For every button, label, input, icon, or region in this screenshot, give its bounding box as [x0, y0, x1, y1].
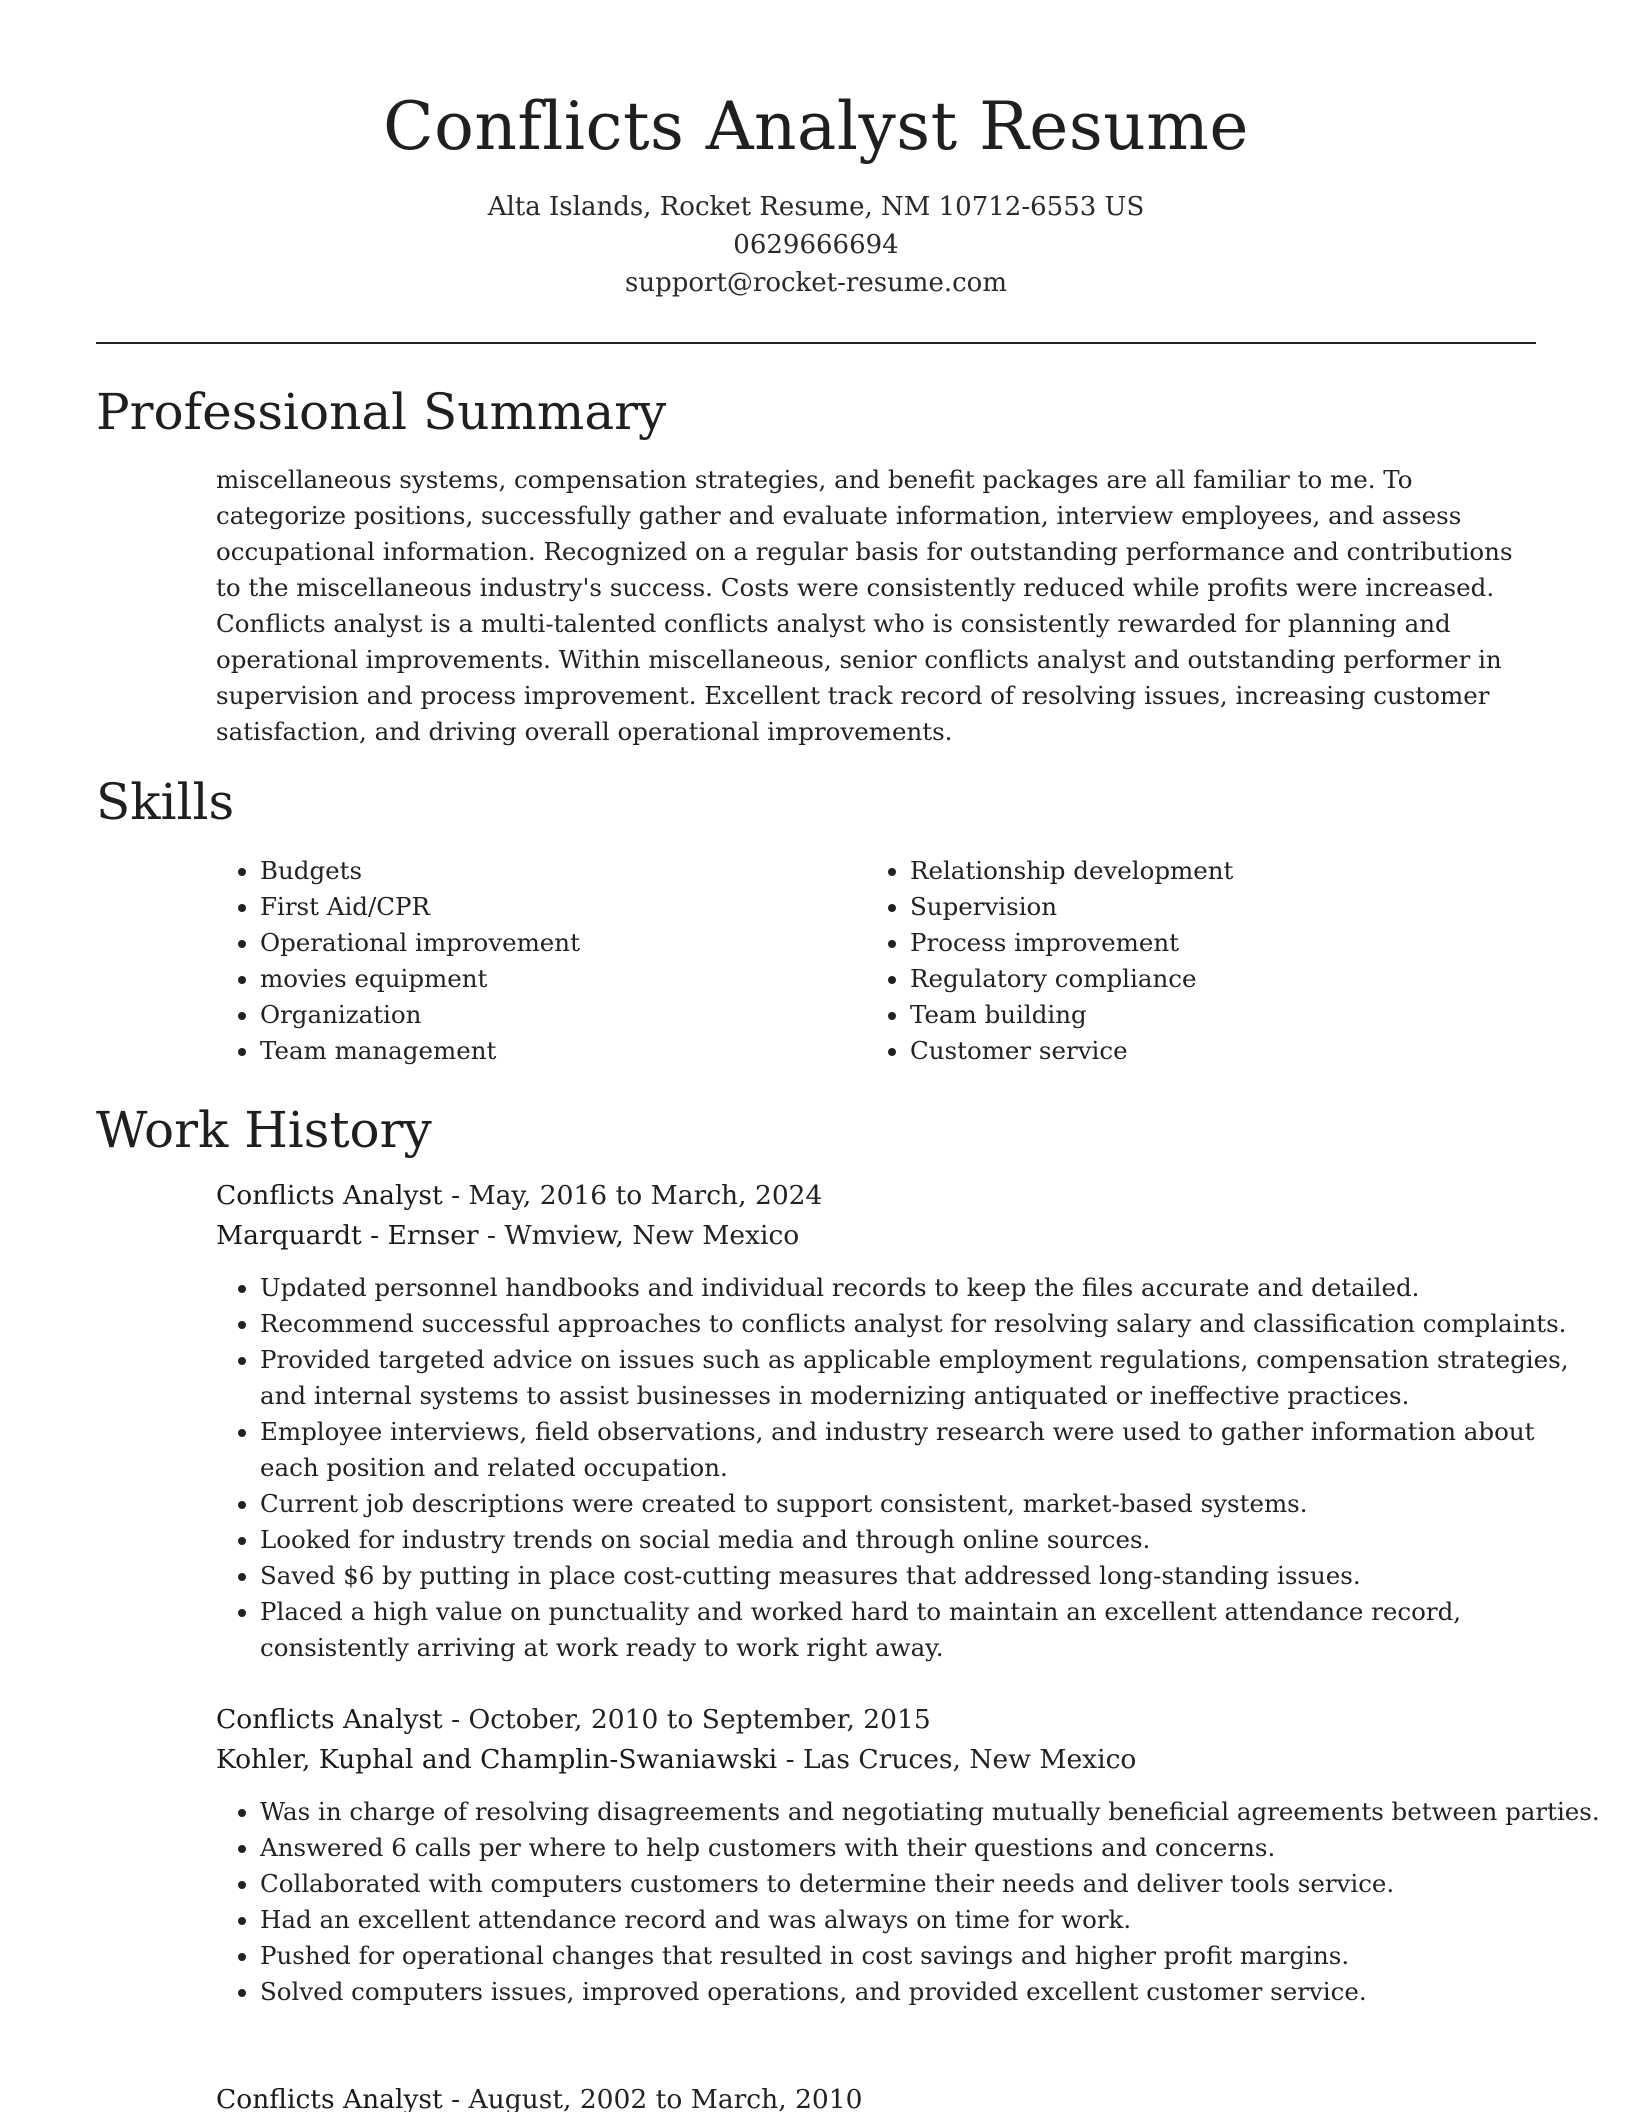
- header-divider: [96, 342, 1536, 344]
- job-title: Conflicts Analyst: [216, 1704, 443, 1735]
- contact-phone: 0629666694: [733, 230, 899, 260]
- list-item: • Recommend successful approaches to conflicts analyst for resolving salary and classification complaints.: [260, 1306, 1600, 1342]
- skill-item: • Operational improvement: [260, 925, 580, 961]
- list-item: • Updated personnel handbooks and individual records to keep the files accurate and detailed.: [260, 1270, 1600, 1306]
- page-title: Conflicts Analyst Resume: [383, 88, 1249, 165]
- list-item: • Provided targeted advice on issues such as applicable employment regulations, compensation strategies, and internal systems to assist businesses in modernizing antiquated or ineffective practices.: [260, 1342, 1600, 1414]
- contact-email: support@rocket-resume.com: [624, 268, 1007, 298]
- skills-list-right: [866, 853, 1233, 1069]
- list-item: • Pushed for operational changes that resulted in cost savings and higher profit margins.: [260, 1938, 1600, 1974]
- job-title: Conflicts Analyst: [216, 1180, 443, 1211]
- job-title: Conflicts Analyst: [216, 2084, 443, 2112]
- list-item: • Current job descriptions were created to support consistent, market-based systems.: [260, 1486, 1600, 1522]
- list-item: • Collaborated with computers customers to determine their needs and deliver tools service.: [260, 1866, 1600, 1902]
- summary-heading: Professional Summary: [96, 383, 667, 441]
- skill-item: • Relationship development: [910, 853, 1233, 889]
- job-title-line: Conflicts Analyst - May, 2016 to March, 2024: [216, 1180, 823, 1211]
- job-bullets: [216, 1794, 1600, 2010]
- skill-item: • Team management: [260, 1033, 580, 1069]
- job-dates: October, 2010 to September, 2015: [468, 1704, 931, 1735]
- skill-item: • movies equipment: [260, 961, 580, 997]
- job-location: Wmview, New Mexico: [504, 1220, 800, 1251]
- list-item: • Looked for industry trends on social media and through online sources.: [260, 1522, 1600, 1558]
- job-bullets: [216, 1270, 1600, 1666]
- work-history-heading: Work History: [96, 1101, 432, 1159]
- list-item: • Placed a high value on punctuality and worked hard to maintain an excellent attendance record, consistently arriving at work ready to work right away.: [260, 1594, 1600, 1666]
- job-title-line: Conflicts Analyst - August, 2002 to March, 2010: [216, 2080, 863, 2112]
- list-item: • Solved computers issues, improved operations, and provided excellent customer service.: [260, 1974, 1600, 2010]
- skills-list-left: [216, 853, 580, 1069]
- skill-item: • Supervision: [910, 889, 1233, 925]
- job-company: Marquardt - Ernser: [216, 1220, 479, 1251]
- job-company-line: Marquardt - Ernser - Wmview, New Mexico: [216, 1220, 800, 1251]
- job-company: Kohler, Kuphal and Champlin-Swaniawski: [216, 1744, 778, 1775]
- list-item: • Was in charge of resolving disagreements and negotiating mutually beneficial agreements between parties.: [260, 1794, 1600, 1830]
- list-item: • Had an excellent attendance record and was always on time for work.: [260, 1902, 1600, 1938]
- job-dates: August, 2002 to March, 2010: [468, 2084, 863, 2112]
- list-item: • Answered 6 calls per where to help customers with their questions and concerns.: [260, 1830, 1600, 1866]
- skill-item: • Process improvement: [910, 925, 1233, 961]
- list-item: • Employee interviews, field observations, and industry research were used to gather information about each position and related occupation.: [260, 1414, 1600, 1486]
- job-location: Las Cruces, New Mexico: [802, 1744, 1137, 1775]
- job-title-line: Conflicts Analyst - October, 2010 to September, 2015: [216, 1704, 931, 1735]
- contact-address: Alta Islands, Rocket Resume, NM 10712-6553 US: [487, 192, 1145, 222]
- list-item: • Saved $6 by putting in place cost-cutting measures that addressed long-standing issues.: [260, 1558, 1600, 1594]
- job-dates: May, 2016 to March, 2024: [468, 1180, 823, 1211]
- resume-header: [96, 84, 1536, 302]
- job-company-line: Kohler, Kuphal and Champlin-Swaniawski - Las Cruces, New Mexico: [216, 1744, 1137, 1775]
- skill-item: • Regulatory compliance: [910, 961, 1233, 997]
- summary-text: miscellaneous systems, compensation strategies, and benefit packages are all familiar to me. To categorize positions, successfully gather and evaluate information, interview employees, and assess occupational information. Recognized on a regular basis for outstanding performance and contributions to the miscellaneous industry's success. Costs were consistently reduced while profits were increased. Conflicts analyst is a multi-talented conflicts analyst who is consistently rewarded for planning and operational improvements. Within miscellaneous, senior conflicts analyst and outstanding performer in supervision and process improvement. Excellent track record of resolving issues, increasing customer satisfaction, and driving overall operational improvements.: [216, 465, 1513, 746]
- skill-item: • Organization: [260, 997, 580, 1033]
- skill-item: • Budgets: [260, 853, 580, 889]
- skills-heading: Skills: [96, 773, 235, 831]
- skill-item: • First Aid/CPR: [260, 889, 580, 925]
- skill-item: • Customer service: [910, 1033, 1233, 1069]
- skill-item: • Team building: [910, 997, 1233, 1033]
